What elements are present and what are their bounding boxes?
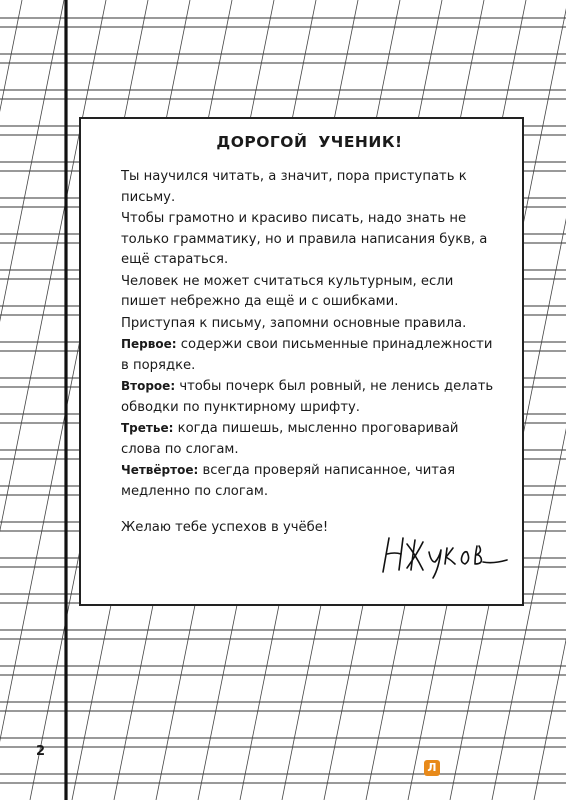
paragraph-3: Человек не может считаться культурным, если пишет небрежно да ещё и с ошибками. (121, 273, 454, 309)
rule-fourth-label: Четвёртое: (121, 463, 199, 477)
paragraph-4: Приступая к письму, запомни основные правила. (121, 315, 467, 331)
rule-third-label: Третье: (121, 421, 174, 435)
slant-guide-line (0, 0, 22, 800)
closing-line: Желаю тебе успехов в учёбе! (121, 520, 329, 535)
slant-guide-line (534, 0, 566, 800)
paragraph-2: Чтобы грамотно и красиво писать, надо знать не только грамматику, но и правила написания букв, а ещё стараться. (121, 211, 488, 267)
rule-third: Третье: когда пишешь, мысленно проговаривай слова по слогам. (121, 421, 459, 457)
letter-title: ДОРОГОЙ УЧЕНИК! (216, 133, 403, 151)
letter-box (79, 117, 524, 606)
rule-second-label: Второе: (121, 379, 176, 393)
rule-second: Второе: чтобы почерк был ровный, не ленись делать обводки по пунктирному шрифту. (121, 379, 494, 415)
signature (377, 524, 512, 584)
rule-first-label: Первое: (121, 337, 177, 351)
labirint-logo-icon: Л (424, 760, 440, 776)
paragraph-1: Ты научился читать, а значит, пора приступать к письму. (121, 169, 467, 205)
rule-first: Первое: содержи свои письменные принадлежности в порядке. (121, 337, 493, 373)
page-number: 2 (36, 744, 46, 759)
rule-fourth: Четвёртое: всегда проверяй написанное, читая медленно по слогам. (121, 463, 456, 499)
